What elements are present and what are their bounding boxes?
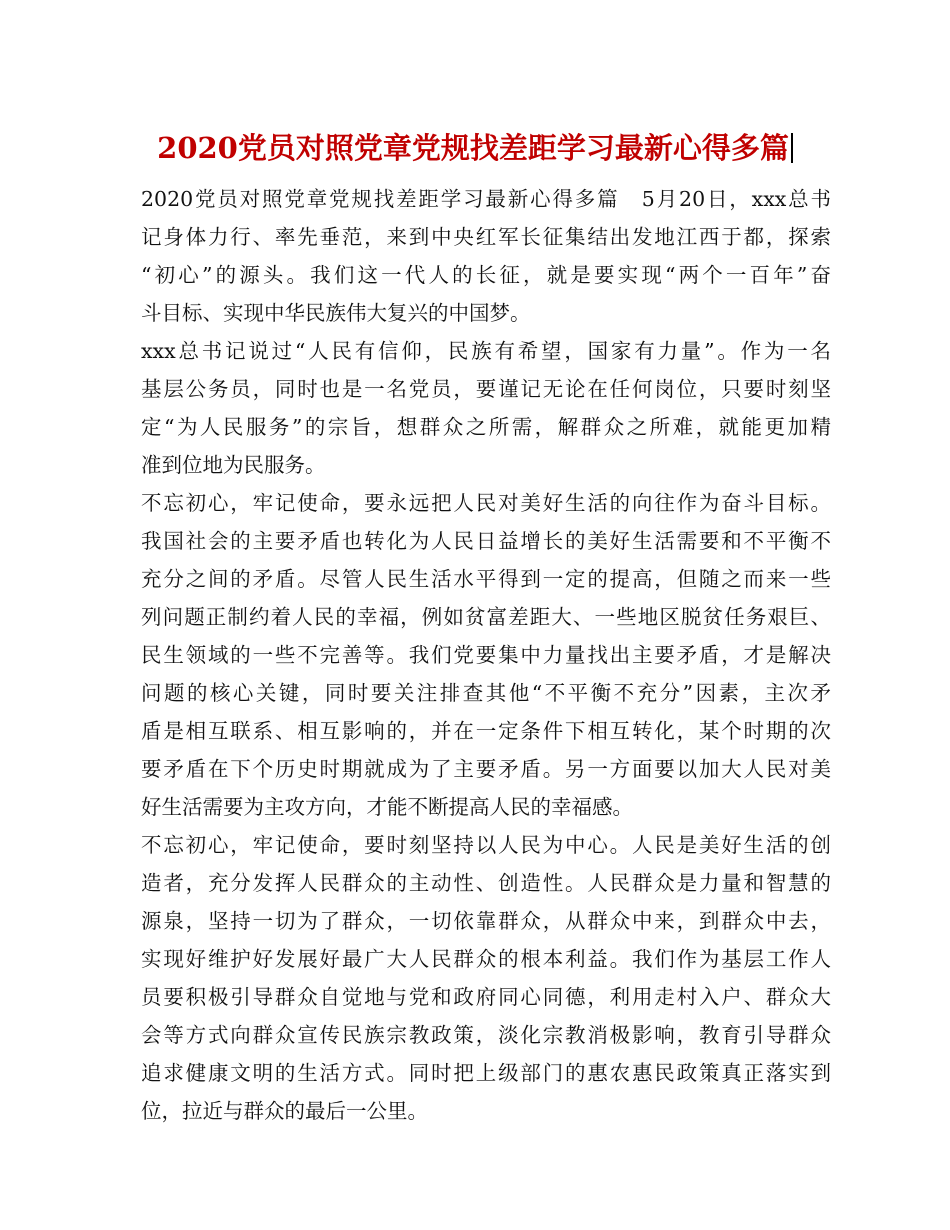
body-line: 准到位地为民服务。 bbox=[141, 453, 326, 477]
text-cursor bbox=[791, 133, 793, 163]
body-line: 问题的核心关键，同时要关注排查其他“不平衡不充分”因素，主次矛 bbox=[141, 681, 831, 705]
body-line: 充分之间的矛盾。尽管人民生活水平得到一定的提高，但随之而来一些 bbox=[141, 567, 831, 591]
body-line: 我国社会的主要矛盾也转化为人民日益增长的美好生活需要和不平衡不 bbox=[141, 529, 831, 553]
body-line: xxx总书记说过“人民有信仰，民族有希望，国家有力量”。作为一名 bbox=[141, 339, 831, 363]
document-title-text: 2020党员对照党章党规找差距学习最新心得多篇 bbox=[157, 131, 789, 165]
body-line: 不忘初心，牢记使命，要永远把人民对美好生活的向往作为奋斗目标。 bbox=[141, 491, 831, 515]
document-title bbox=[0, 128, 950, 168]
body-line: 要矛盾在下个历史时期就成为了主要矛盾。另一方面要以加大人民对美 bbox=[141, 757, 831, 781]
body-line: 源泉，坚持一切为了群众，一切依靠群众，从群众中来，到群众中去， bbox=[141, 909, 831, 933]
body-line: 造者，充分发挥人民群众的主动性、创造性。人民群众是力量和智慧的 bbox=[141, 871, 831, 895]
body-line: 实现好维护好发展好最广大人民群众的根本利益。我们作为基层工作人 bbox=[141, 947, 831, 971]
body-line: 追求健康文明的生活方式。同时把上级部门的惠农惠民政策真正落实到 bbox=[141, 1061, 831, 1085]
body-line: 斗目标、实现中华民族伟大复兴的中国梦。 bbox=[141, 301, 531, 325]
body-line: 位，拉近与群众的最后一公里。 bbox=[141, 1099, 428, 1123]
body-line: 盾是相互联系、相互影响的，并在一定条件下相互转化，某个时期的次 bbox=[141, 719, 831, 743]
body-line: 定“为人民服务”的宗旨，想群众之所需，解群众之所难，就能更加精 bbox=[141, 415, 831, 439]
body-line: 好生活需要为主攻方向，才能不断提高人民的幸福感。 bbox=[141, 795, 633, 819]
body-line: 会等方式向群众宣传民族宗教政策，淡化宗教消极影响，教育引导群众 bbox=[141, 1023, 831, 1047]
body-line: 不忘初心，牢记使命，要时刻坚持以人民为中心。人民是美好生活的创 bbox=[141, 833, 831, 857]
document-body bbox=[141, 180, 831, 1130]
body-line: 基层公务员，同时也是一名党员，要谨记无论在任何岗位，只要时刻坚 bbox=[141, 377, 831, 401]
body-line: 2020党员对照党章党规找差距学习最新心得多篇 5月20日，xxx总书 bbox=[141, 187, 831, 211]
body-line: 员要积极引导群众自觉地与党和政府同心同德，利用走村入户、群众大 bbox=[141, 985, 831, 1009]
body-line: 列问题正制约着人民的幸福，例如贫富差距大、一些地区脱贫任务艰巨、 bbox=[141, 605, 831, 629]
body-line: 民生领域的一些不完善等。我们党要集中力量找出主要矛盾，才是解决 bbox=[141, 643, 831, 667]
body-line: 记身体力行、率先垂范，来到中央红军长征集结出发地江西于都，探索 bbox=[141, 225, 831, 249]
body-line: “初心”的源头。我们这一代人的长征，就是要实现“两个一百年”奋 bbox=[141, 263, 831, 287]
